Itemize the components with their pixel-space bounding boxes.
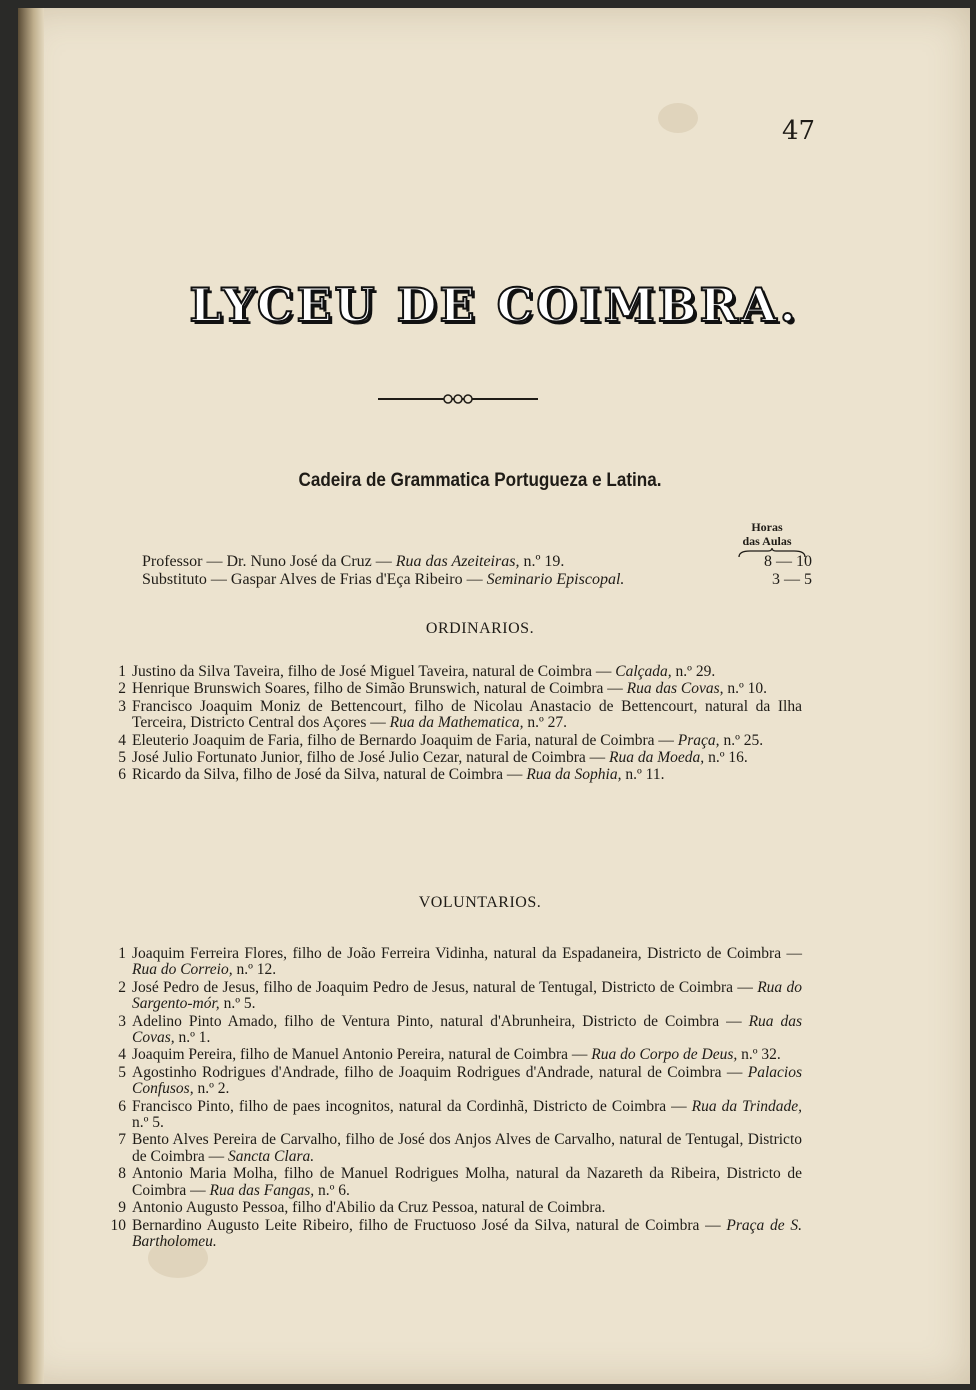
entry-number: 3 — [118, 697, 126, 715]
list-item — [106, 733, 802, 749]
voluntarios-list — [106, 946, 802, 1251]
hours-column-header — [732, 520, 802, 548]
ornament-divider — [378, 393, 538, 405]
entry-number: 2 — [118, 978, 126, 996]
list-item — [106, 1218, 802, 1251]
heading-ordinarios: ORDINARIOS. — [425, 620, 535, 637]
entry-address: Rua do Correio, — [132, 961, 233, 979]
list-item — [106, 664, 802, 680]
entry-text: José Julio Fortunato Junior, filho de José Julio Cezar, natural de Coimbra — — [132, 749, 610, 767]
entry-address: Rua das Covas, — [132, 1012, 802, 1047]
entry-address: Rua do Sargento-mór, — [132, 978, 802, 1013]
staff-hours: 8 — 10 — [764, 553, 812, 570]
list-item — [106, 1200, 802, 1216]
list-item — [106, 699, 802, 732]
page-title: LYCEU DE COIMBRA. — [189, 278, 799, 332]
staff-number: n.º 19. — [519, 553, 565, 570]
entry-address: Praça, — [677, 731, 720, 749]
entry-number: 6 — [118, 1097, 126, 1115]
hours-label: Horas — [751, 520, 783, 534]
list-item — [106, 1132, 802, 1165]
entry-number: 3 — [118, 1012, 126, 1030]
entry-address: Rua da Sophia, — [526, 766, 622, 784]
list-item — [106, 1065, 802, 1098]
entry-house-number: n.º 6. — [314, 1181, 350, 1199]
entry-text: Antonio Maria Molha, filho de Manuel Rodrigues Molha, natural da Nazareth da Ribeira, Districto de Coimbra — — [132, 1165, 802, 1199]
entry-address: Rua da Mathematica, — [389, 714, 524, 732]
staff-address: Seminario Episcopal. — [486, 571, 625, 588]
entry-text: Agostinho Rodrigues d'Andrade, filho de Joaquim Rodrigues d'Andrade, natural de Coimbra — — [132, 1063, 748, 1081]
paper-stain — [658, 103, 698, 133]
entry-number: 5 — [118, 749, 126, 767]
list-item — [106, 681, 802, 697]
book-spine — [18, 8, 44, 1384]
entry-house-number: n.º 16. — [704, 749, 748, 767]
entry-address: Rua da Trindade, — [691, 1097, 803, 1115]
entry-address: Sancta Clara. — [228, 1147, 315, 1165]
staff-list — [142, 553, 812, 589]
entry-number: 4 — [118, 1046, 126, 1064]
entry-text: Joaquim Pereira, filho de Manuel Antonio Pereira, natural de Coimbra — — [132, 1046, 592, 1064]
list-item — [106, 767, 802, 783]
list-item — [106, 980, 802, 1013]
entry-house-number: n.º 5. — [219, 995, 256, 1013]
list-item — [106, 750, 802, 766]
entry-house-number: n.º 32. — [737, 1046, 781, 1064]
entry-address: Rua das Fangas, — [209, 1181, 315, 1199]
entry-text: Bernardino Augusto Leite Ribeiro, filho de Fructuoso José da Silva, natural de Coimbra — — [132, 1216, 727, 1234]
entry-text: Eleuterio Joaquim de Faria, filho de Bernardo Joaquim de Faria, natural de Coimbra — — [132, 731, 678, 749]
ordinarios-list — [106, 664, 802, 785]
entry-text: Joaquim Ferreira Flores, filho de João Ferreira Vidinha, natural da Espadaneira, Districto de Coimbra — — [132, 945, 802, 962]
list-item — [106, 946, 802, 979]
staff-address: Rua das Azeiteiras, — [395, 553, 520, 570]
entry-text: Antonio Augusto Pessoa, filho d'Abilio da Cruz Pessoa, natural de Coimbra. — [132, 1199, 606, 1217]
entry-address: Rua das Covas, — [626, 680, 724, 698]
entry-number: 9 — [118, 1199, 126, 1217]
entry-house-number: n.º 25. — [719, 731, 764, 749]
entry-text: Adelino Pinto Amado, filho de Ventura Pinto, natural d'Abrunheira, Districto de Coimbra — — [132, 1012, 749, 1030]
entry-address: Rua do Corpo de Deus, — [591, 1046, 738, 1064]
entry-house-number: n.º 12. — [232, 961, 277, 979]
entry-number: 2 — [118, 680, 126, 698]
entry-text: Justino da Silva Taveira, filho de José Miguel Taveira, natural de Coimbra — — [132, 663, 616, 680]
entry-address: Rua da Moeda, — [609, 749, 705, 767]
entry-number: 1 — [118, 945, 126, 962]
entry-number: 1 — [118, 663, 126, 680]
staff-row — [142, 553, 812, 571]
entry-text: Henrique Brunswich Soares, filho de Simão Brunswich, natural de Coimbra — — [132, 680, 627, 698]
entry-address: Calçada, — [615, 663, 672, 680]
entry-house-number: n.º 11. — [621, 766, 665, 784]
entry-house-number: n.º 27. — [523, 714, 568, 732]
list-item — [106, 1099, 802, 1132]
entry-text: Bento Alves Pereira de Carvalho, filho de José dos Anjos Alves de Carvalho, natural de Tentugal, Districto de Coimbra — — [132, 1131, 802, 1165]
document-page — [18, 8, 970, 1384]
staff-text: Substituto — Gaspar Alves de Frias d'Eça Ribeiro — — [142, 571, 487, 588]
list-item — [106, 1047, 802, 1063]
entry-text: Francisco Pinto, filho de paes incognitos, natural da Cordinhã, Districto de Coimbra — — [132, 1097, 692, 1115]
entry-number: 7 — [118, 1131, 126, 1149]
entry-text: Francisco Joaquim Moniz de Bettencourt, filho de Nicolau Anastacio de Bettencourt, natural da Ilha Terceira, Districto Central dos Açores — — [132, 697, 802, 732]
list-item — [106, 1014, 802, 1047]
entry-number: 5 — [118, 1063, 126, 1081]
entry-house-number: n.º 2. — [193, 1080, 230, 1098]
entry-text: José Pedro de Jesus, filho de Joaquim Pedro de Jesus, natural de Tentugal, Districto de Coimbra — — [132, 978, 758, 996]
list-item — [106, 1166, 802, 1199]
entry-number: 10 — [110, 1216, 126, 1234]
page-number: 47 — [782, 116, 816, 146]
section-heading-cadeira: Cadeira de Grammatica Portugueza e Latina. — [298, 470, 662, 491]
entry-number: 4 — [118, 731, 126, 749]
staff-row — [142, 571, 812, 589]
entry-number: 8 — [118, 1165, 126, 1183]
classes-label: das Aulas — [742, 534, 792, 548]
staff-text: Professor — Dr. Nuno José da Cruz — — [142, 553, 396, 570]
entry-house-number: n.º 10. — [723, 680, 768, 698]
heading-voluntarios: VOLUNTARIOS. — [418, 894, 542, 911]
entry-address: Palacios Confusos, — [132, 1063, 802, 1098]
entry-house-number: n.º 1. — [174, 1029, 211, 1047]
entry-number: 6 — [118, 766, 126, 784]
staff-hours: 3 — 5 — [772, 571, 812, 588]
entry-address: Praça de S. Bartholomeu. — [132, 1216, 802, 1250]
entry-text: Ricardo da Silva, filho de José da Silva, natural de Coimbra — — [132, 766, 527, 784]
entry-house-number: n.º 5. — [132, 1114, 164, 1132]
entry-house-number: n.º 29. — [671, 663, 716, 680]
